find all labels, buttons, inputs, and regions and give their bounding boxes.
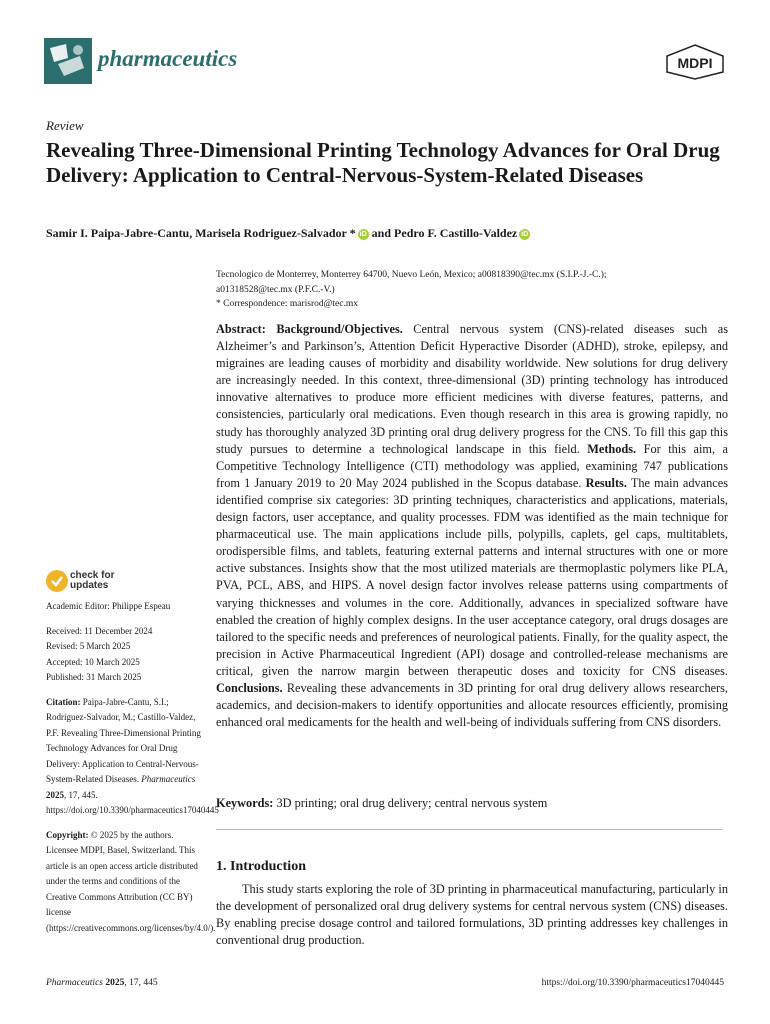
academic-editor: Academic Editor: Philippe Espeau bbox=[46, 601, 171, 611]
author-connector: and bbox=[368, 226, 395, 240]
affiliation-line: a01318528@tec.mx (P.F.C.-V.) bbox=[216, 284, 335, 295]
correspondence-line: * Correspondence: marisrod@tec.mx bbox=[216, 299, 358, 309]
copyright-text[interactable]: © 2025 by the authors. Licensee MDPI, Basel, Switzerland. This article is an open access article distributed under the terms and conditions of the Creative Commons Attribution (CC BY) license (https://creativecommons.org/licenses/by/4.0/). bbox=[46, 829, 216, 933]
abstract-section-label: Conclusions. bbox=[216, 680, 283, 695]
journal-name: pharmaceutics bbox=[98, 46, 238, 71]
author-name[interactable]: Marisela Rodriguez-Salvador * bbox=[195, 226, 356, 240]
revised-date: Revised: 5 March 2025 bbox=[46, 641, 131, 651]
abstract-section-label: Results. bbox=[585, 475, 627, 490]
keywords-label: Keywords: bbox=[216, 796, 274, 810]
citation-journal: Pharmaceutics bbox=[141, 774, 196, 784]
author-name[interactable]: Samir I. Paipa-Jabre-Cantu, bbox=[46, 226, 196, 240]
footer-doi-link[interactable]: https://doi.org/10.3390/pharmaceutics17040445 bbox=[541, 978, 724, 988]
article-type: Review bbox=[46, 118, 84, 133]
abstract-text: Central nervous system (CNS)-related diseases such as Alzheimer’s and Parkinson’s, Attention Deficit Hyperactive Disorder (ADHD), stroke, epilepsy, and migraines are leading causes of morbidity and disability worldwide. New solutions for drug delivery are increasingly needed. In this context, three-dimensional (3D) printing technology has introduced innovative alternatives to produce more efficient medicines with diverse features, patterns, and consistencies, particularly oral medications. Even though research in this area is growing rapidly, no study has thoroughly analyzed 3D printing oral drug delivery progress for the CNS. To fill this gap this study pursues to determine a technological landscape in this field. bbox=[216, 322, 728, 456]
citation-label: Citation: bbox=[46, 696, 81, 707]
footer-volume: , 17, 445 bbox=[124, 978, 158, 988]
accepted-date: Accepted: 10 March 2025 bbox=[46, 656, 140, 667]
affiliations bbox=[216, 268, 736, 312]
keywords-text: 3D printing; oral drug delivery; central nervous system bbox=[273, 796, 548, 810]
section-heading: 1. Introduction bbox=[216, 859, 306, 874]
citation-rest[interactable]: , 17, 445. https://doi.org/10.3390/pharmaceutics17040445 bbox=[46, 789, 219, 815]
check-updates-line: check for bbox=[70, 570, 115, 581]
mdpi-logo bbox=[664, 44, 726, 80]
abstract-label: Abstract: bbox=[216, 322, 266, 336]
check-updates-icon bbox=[46, 570, 68, 592]
copyright bbox=[46, 828, 216, 937]
abstract-text: For this aim, a Competitive Technology Intelligence (CTI) methodology was applied, examining 747 publications from 1 January 2019 to 20 May 2024 published in the Scopus database. bbox=[216, 441, 728, 490]
received-date: Received: 11 December 2024 bbox=[46, 625, 153, 636]
citation-text: Paipa-Jabre-Cantu, S.I.; Rodriguez-Salvador, M.; Castillo-Valdez, P.F. Revealing Three-Dimensional Printing Technology Advances for Oral Drug Delivery: Application to Central-Nervous-System-Related Diseases. bbox=[46, 696, 201, 784]
article-info-sidebar bbox=[46, 599, 219, 936]
paper-title: Revealing Three-Dimensional Printing Technology Advances for Oral Drug Delivery: Application to Central-Nervous-System-Related Diseases bbox=[46, 138, 720, 187]
keywords bbox=[216, 796, 728, 811]
abstract-text: Revealing these advancements in 3D printing for oral drug delivery allows researchers, academics, and decision-makers to identify opportunities and allocate resources efficiently, promising enhanced oral medicaments for the health and well-being of individuals suffering from CNS disorders. bbox=[216, 680, 728, 730]
check-updates-line: updates bbox=[70, 580, 109, 591]
abstract-section-label: Background/Objectives. bbox=[276, 322, 403, 336]
footer-journal: Pharmaceutics bbox=[46, 978, 103, 988]
abstract-section-label: Methods. bbox=[587, 441, 637, 456]
abstract-text: The main advances identified comprise six categories: 3D printing techniques, characteristics and applications, materials, design factors, user acceptance, and quality processes. FDM was identified as the main technique for pharmaceutical use. The main applications include pills, polypills, caplets, gel caps, multitablets, orodispersible films, and tablets, featuring external patterns and internal structures with one or more active substances. Insights show that the most utilized materials are thermoplastic polymers like PLA, PVA, PCL, ABS, and HIPS. A novel design factor involves release patterns using compartments of varying thicknesses and volumes in the core. Additionally, advances in specialized software have enabled the creation of highly complex designs. In the user acceptance category, oral drugs dosages are tailored to the specific needs and preferences of neurological patients. Finally, for the quality aspect, the precision in Active Pharmaceutical Ingredient (API) dosage and controlled-release mechanisms are critical, given the narrow margin between therapeutic doses and toxicity for CNS diseases. bbox=[216, 475, 728, 678]
author-name[interactable]: Pedro F. Castillo-Valdez bbox=[394, 226, 518, 240]
journal-logo bbox=[44, 38, 92, 84]
copyright-label: Copyright: bbox=[46, 829, 89, 840]
abstract bbox=[216, 321, 728, 731]
check-for-updates-button[interactable] bbox=[46, 570, 126, 594]
body-paragraph: This study starts exploring the role of 3D printing in pharmaceutical manufacturing, particularly in the development of personalized oral drug delivery systems for central nervous system (CNS) diseases. By enabling precise dosage control and tailored formulations, 3D printing addresses key challenges in conventional drug production. bbox=[216, 882, 728, 948]
published-date: Published: 31 March 2025 bbox=[46, 672, 142, 682]
footer-year: 2025 bbox=[103, 978, 125, 988]
author-list bbox=[46, 226, 736, 241]
affiliation-line: Tecnologico de Monterrey, Monterrey 64700, Nuevo León, Mexico; a00818390@tec.mx (S.I.P.-J.-C.); bbox=[216, 270, 607, 280]
section-divider bbox=[216, 829, 722, 830]
orcid-icon[interactable]: iD bbox=[521, 231, 529, 238]
check-updates-label bbox=[70, 571, 114, 591]
footer-citation bbox=[46, 978, 158, 988]
orcid-icon[interactable]: iD bbox=[359, 231, 367, 238]
mdpi-logo-text: MDPI bbox=[677, 55, 713, 71]
citation bbox=[46, 695, 219, 819]
citation-year: 2025 bbox=[46, 789, 64, 800]
